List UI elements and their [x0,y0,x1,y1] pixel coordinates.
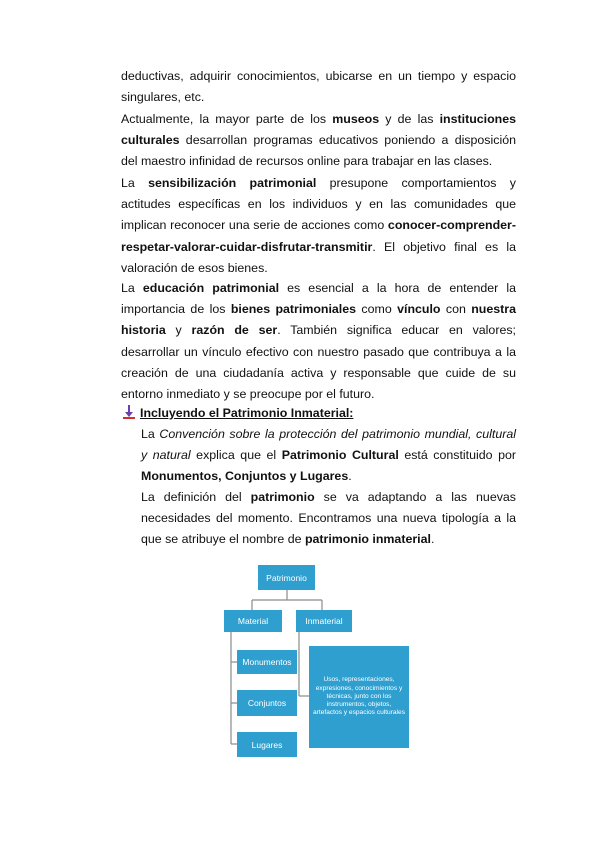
diagram-node-monumentos: Monumentos [237,650,297,674]
p4-run-3: bienes patrimoniales [230,302,357,317]
diagram-node-inmaterial: Inmaterial [296,610,352,632]
p4-run-10: . También significa educar en valores; desarrollar un vínculo efectivo con nuestro pasado que contribuya a la creación de una ciudadanía activa y responsable que cuide de su entorno inmediato y se preocupe por el futuro. [121,323,516,402]
p4-run-4: como [356,302,398,317]
p4-run-1: educación patrimonial [142,281,280,295]
diagram-node-lugares: Lugares [237,732,297,757]
p6-run-1: patrimonio [250,490,315,504]
p3-run-1: sensibilización patrimonial [148,176,317,190]
p4-run-9: razón de ser [191,323,278,338]
p3-run-0: La [121,176,149,190]
section-heading-text: Incluyendo el Patrimonio Inmaterial: [140,406,354,420]
p5-run-2: explica que el [190,448,282,463]
diagram-node-conjuntos: Conjuntos [237,690,297,716]
p2-run-4: desarrollan programas educativos poniendo a disposición del maestro infinidad de recursos online para trabajar en las clases. [121,133,516,169]
p4-run-6: con [440,302,472,317]
diagram-node-inmaterial-description: Usos, representaciones, expresiones, conocimientos y técnicas, junto con los instrumentos, objetos, artefactos y espacios culturales [309,646,409,748]
p5-run-3: Patrimonio Cultural [281,448,399,463]
p2-run-0: Actualmente, la mayor parte de los [121,112,333,126]
p6-run-4: . [430,532,435,547]
p4-run-5: vínculo [397,302,441,317]
p1-run-0: deductivas, adquirir conocimientos, ubicarse en un tiempo y espacio singulares, etc. [121,69,516,105]
p5-run-6: . [348,469,352,484]
p5-run-1: Convención sobre la protección del patrimonio mundial, cultural y natural [141,427,516,463]
p6-run-2: se va adaptando a las nuevas necesidades del momento. Encontramos una nueva tipología a la que se atribuye el nombre de [141,490,516,547]
p5-run-5: Monumentos, Conjuntos y Lugares [141,469,349,484]
p3-run-3: conocer-comprender-respetar-valorar-cuidar-disfrutar-transmitir [121,218,516,254]
p2-run-2: y de las [379,112,440,126]
p2-run-3: instituciones culturales [121,112,517,148]
p2-run-1: museos [332,112,380,126]
p4-run-7: nuestra historia [121,302,516,338]
p6-run-3: patrimonio inmaterial [304,532,431,547]
diagram-node-patrimonio: Patrimonio [258,565,315,590]
p3-run-2: presupone comportamientos y actitudes específicas en los individuos y en las comunidades que implican reconocer una serie de acciones como [121,176,516,233]
diagram-node-material: Material [224,610,282,632]
p5-run-0: La [141,427,160,441]
p5-run-4: está constituido por [398,448,516,463]
p4-run-8: y [165,323,192,338]
p4-run-2: es esencial a la hora de entender la importancia de los [121,281,516,317]
p4-run-0: La [121,281,143,295]
p6-run-0: La definición del [141,490,251,504]
p3-run-4: . El objetivo final es la valoración de esos bienes. [121,239,516,275]
